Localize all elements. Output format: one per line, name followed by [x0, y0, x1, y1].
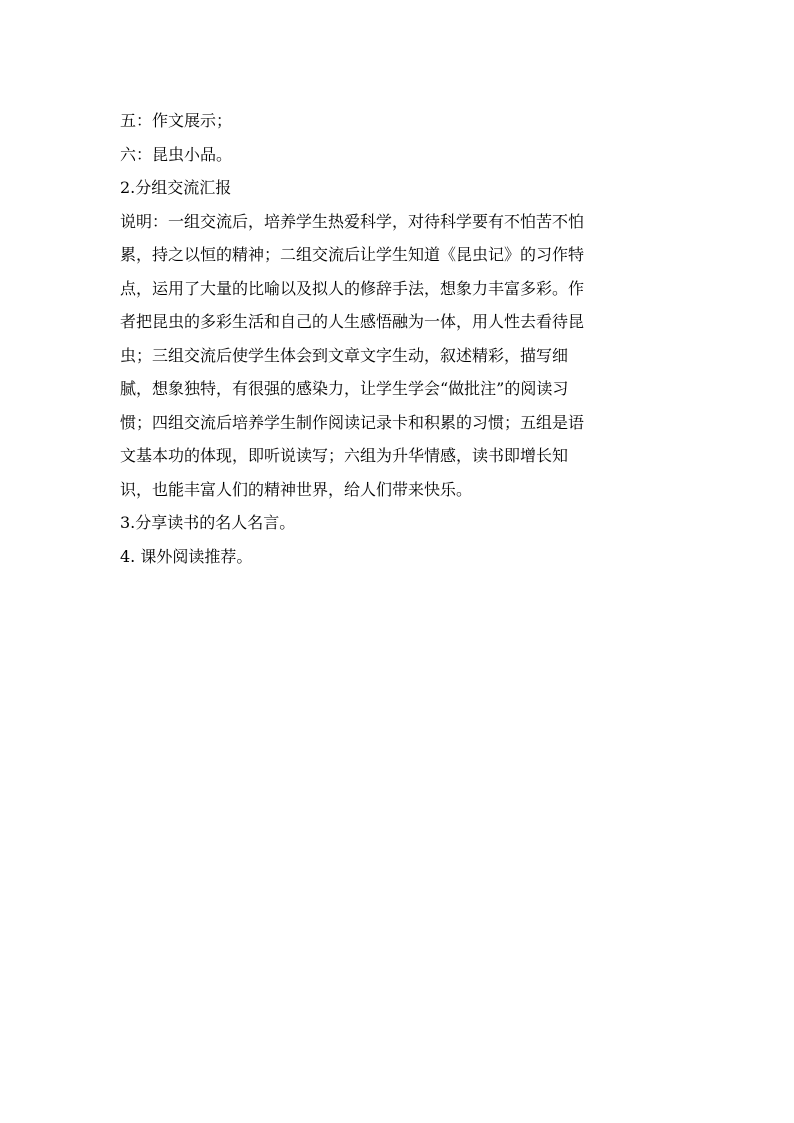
explanation-line: 者把昆虫的多彩生活和自己的人生感悟融为一体，用人性去看待昆 — [120, 312, 585, 331]
section-reading-recommendation: 4. 课外阅读推荐。 — [120, 546, 253, 566]
explanation-line: 虫；三组交流后使学生体会到文章文字生动，叙述精彩，描写细 — [120, 345, 569, 365]
explanation-line: 识，也能丰富人们的精神世界，给人们带来快乐。 — [120, 479, 473, 499]
section-famous-quotes: 3.分享读书的名人名言。 — [120, 513, 296, 532]
explanation-line: 惯；四组交流后培养学生制作阅读记录卡和积累的习惯；五组是语 — [120, 412, 585, 432]
document-page — [120, 104, 668, 573]
explanation-line: 说明：一组交流后，培养学生热爱科学，对待科学要有不怕苦不怕 — [120, 211, 585, 231]
section-group-report-heading: 2.分组交流汇报 — [120, 178, 232, 197]
explanation-line: 点，运用了大量的比喻以及拟人的修辞手法，想象力丰富多彩。作 — [120, 278, 585, 298]
explanation-line: 文基本功的体现，即听说读写；六组为升华情感，读书即增长知 — [120, 446, 569, 465]
explanation-line: 腻，想象独特，有很强的感染力，让学生学会“做批注”的阅读习 — [120, 379, 569, 398]
item-six-insect-sketches: 六：昆虫小品。 — [120, 144, 233, 164]
item-five-essay-display: 五：作文展示； — [120, 111, 233, 130]
explanation-line: 累，持之以恒的精神；二组交流后让学生知道《昆虫记》的习作特 — [120, 245, 585, 264]
